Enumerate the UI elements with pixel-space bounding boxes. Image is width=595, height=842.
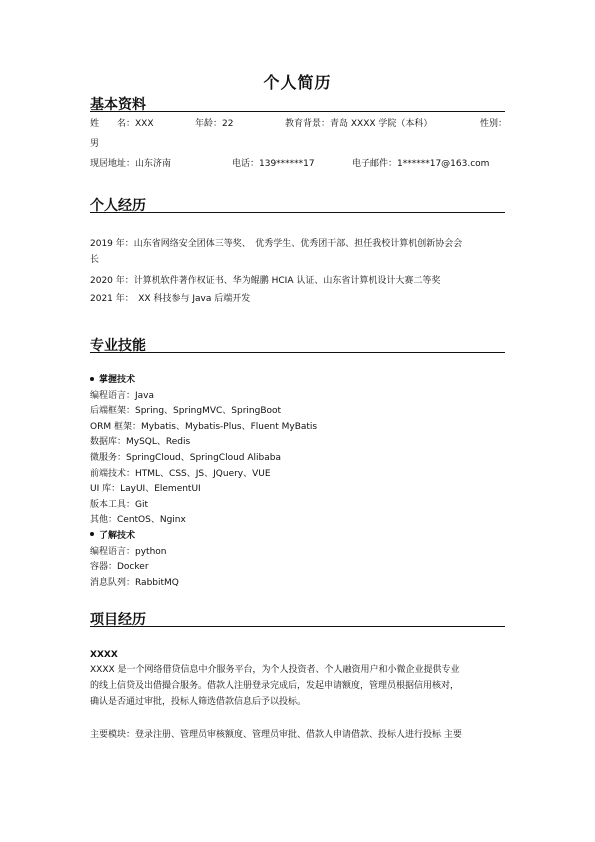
basic-info-row-2 <box>90 158 505 170</box>
skill-item: 后端框架：Spring、SpringMVC、SpringBoot <box>90 406 282 417</box>
phone-field: 电话：139******17 <box>232 159 315 169</box>
section-experience-header <box>90 194 505 213</box>
skill-item: 版本工具：Git <box>90 499 149 510</box>
skills-mastered-heading: 掌握技术 <box>90 373 505 389</box>
project-desc-line: 的线上信贷及出借撮合服务。借款人注册登录完成后，发起申请额度，管理员根据信用核对， <box>90 681 460 691</box>
page-title: 个人简历 <box>263 73 332 92</box>
email-field: 电子邮件：1******17@163.com <box>352 159 490 169</box>
experience-line: 2021 年： XX 科技参与 Java 后端开发 <box>90 294 251 304</box>
bullet-icon <box>90 532 94 536</box>
skills-familiar-heading: 了解技术 <box>90 529 505 545</box>
project-description <box>90 662 505 710</box>
address-field: 现居地址：山东济南 <box>90 159 172 169</box>
experience-line: 2020 年：计算机软件著作权证书、华为鲲鹏 HCIA 认证、山东省计算机设计大赛二等奖 <box>90 276 441 286</box>
section-skills-header <box>90 334 505 353</box>
skill-item: 其他：CentOS、Nginx <box>90 515 186 526</box>
section-projects-title: 项目经历 <box>90 612 146 628</box>
section-basic-title: 基本资料 <box>90 97 146 113</box>
gender-label: 性别： <box>480 119 508 129</box>
name-field: 姓 名：XXX <box>90 119 154 129</box>
experience-list <box>90 236 505 307</box>
project-desc-line: XXXX 是一个网络借贷信息中介服务平台，为个人投资者、个人融资用户和小微企业提供专业 <box>90 665 460 675</box>
skill-item: 前端技术：HTML、CSS、JS、JQuery、VUE <box>90 468 271 479</box>
bullet-icon <box>90 377 94 381</box>
skill-item: 容器：Docker <box>90 562 149 573</box>
skill-item: 编程语言：Java <box>90 390 155 401</box>
experience-line: 长 <box>90 255 100 265</box>
skill-item: ORM 框架：Mybatis、Mybatis-Plus、Fluent MyBatis <box>90 421 318 432</box>
gender-value: 男 <box>90 139 100 149</box>
skill-item: 消息队列：RabbitMQ <box>90 577 179 588</box>
skills-list <box>90 373 505 591</box>
project-modules: 主要模块：登录注册、管理员审核额度、管理员审批、借款人申请借款、投标人进行投标 主要 <box>90 730 462 740</box>
section-experience-title: 个人经历 <box>90 198 146 214</box>
project-name: XXXX <box>90 650 118 660</box>
experience-line: 2019 年：山东省网络安全团体三等奖、 优秀学生、优秀团干部、担任我校计算机创新协会会 <box>90 239 463 249</box>
education-field: 教育背景：青岛 XXXX 学院（本科） <box>285 119 433 129</box>
section-basic-header <box>90 93 505 112</box>
section-skills-title: 专业技能 <box>90 338 146 354</box>
basic-info-row-1 <box>90 118 508 130</box>
project-desc-line: 确认是否通过审批，投标人筛选借款信息后予以投标。 <box>90 697 307 707</box>
age-field: 年龄：22 <box>195 119 234 129</box>
section-projects-header <box>90 608 505 627</box>
skill-item: 编程语言：python <box>90 546 167 557</box>
skill-item: UI 库：LayUI、ElementUI <box>90 484 201 495</box>
skill-item: 数据库：MySQL、Redis <box>90 437 191 448</box>
skill-item: 微服务：SpringCloud、SpringCloud Alibaba <box>90 452 281 463</box>
